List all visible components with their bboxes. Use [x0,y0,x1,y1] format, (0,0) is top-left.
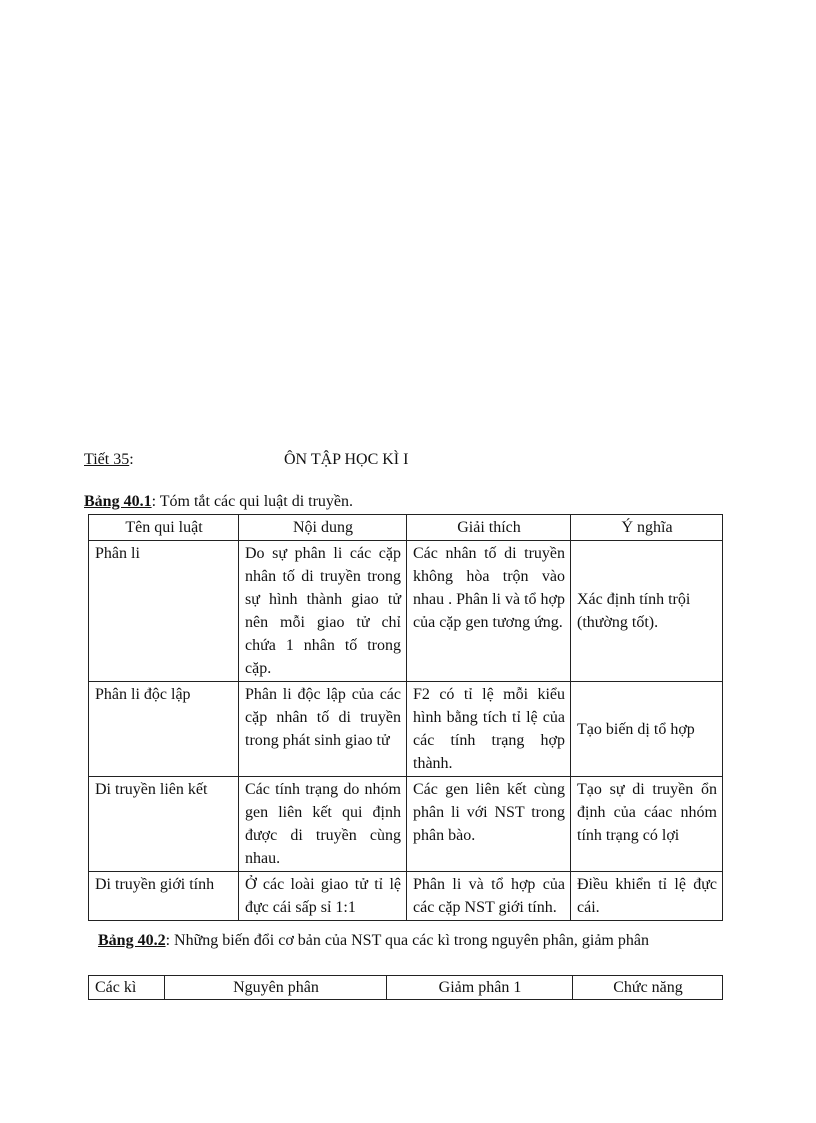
table2-header-function: Chức năng [573,976,723,1000]
table1-caption-label: Bảng 40.1 [84,493,152,510]
chromosome-table [88,975,723,1000]
law-explanation: Phân li và tổ hợp của các cặp NST giới tính. [407,872,571,921]
law-meaning: Tạo sự di truyền ổn định của cáac nhóm tính trạng có lợi [571,777,723,872]
summary-table [88,514,723,921]
table-row [89,872,723,921]
table1-caption-text: : Tóm tắt các qui luật di truyền. [151,493,354,510]
law-explanation: Các nhân tố di truyền không hòa trộn vào nhau . Phân li và tổ hợp của cặp gen tương ứng. [407,541,571,682]
table2-caption-text: : Những biến đổi cơ bản của NST qua các kì trong nguyên phân, giảm phân [165,932,649,949]
table1-header-row [89,515,723,541]
law-content: Do sự phân li các cặp nhân tố di truyền trong sự hình thành giao tử nên mỗi giao tử chỉ chứa 1 nhân tố trong cặp. [239,541,407,682]
lesson-label: Tiết 35 [84,451,130,468]
table2-header-phase: Các kì [89,976,165,1000]
law-meaning: Điều khiển tỉ lệ đực cái. [571,872,723,921]
table1-header-content: Nội dung [239,515,407,541]
law-explanation: Các gen liên kết cùng phân li với NST trong phân bào. [407,777,571,872]
law-content: Ở các loài giao tử tỉ lệ đực cái sấp sỉ 1:1 [239,872,407,921]
law-content: Phân li độc lập của các cặp nhân tố di truyền trong phát sinh giao tử [239,682,407,777]
law-explanation: F2 có tỉ lệ mỗi kiểu hình bằng tích tỉ lệ của các tính trạng hợp thành. [407,682,571,777]
lesson-colon: : [129,451,134,468]
law-name: Di truyền giới tính [89,872,239,921]
law-meaning: Xác định tính trội (thường tốt). [571,541,723,682]
table1-header-explanation: Giải thích [407,515,571,541]
law-name: Phân li [89,541,239,682]
table1-header-name: Tên qui luật [89,515,239,541]
table1-header-meaning: Ý nghĩa [571,515,723,541]
table2-caption-label: Bảng 40.2 [98,932,166,949]
law-meaning: Tạo biến dị tổ hợp [571,682,723,777]
law-name: Di truyền liên kết [89,777,239,872]
table1-caption [84,491,353,513]
table2-header-meiosis1: Giảm phân 1 [387,976,573,1000]
law-name: Phân li độc lập [89,682,239,777]
table-row [89,682,723,777]
table-row [89,541,723,682]
table2-caption [84,930,732,952]
law-content: Các tính trạng do nhóm gen liên kết qui định được di truyền cùng nhau. [239,777,407,872]
lesson-title: ÔN TẬP HỌC KÌ I [284,451,409,468]
table-row [89,777,723,872]
lesson-heading [84,449,744,471]
table2-header-row [89,976,723,1000]
table2-header-mitosis: Nguyên phân [165,976,387,1000]
